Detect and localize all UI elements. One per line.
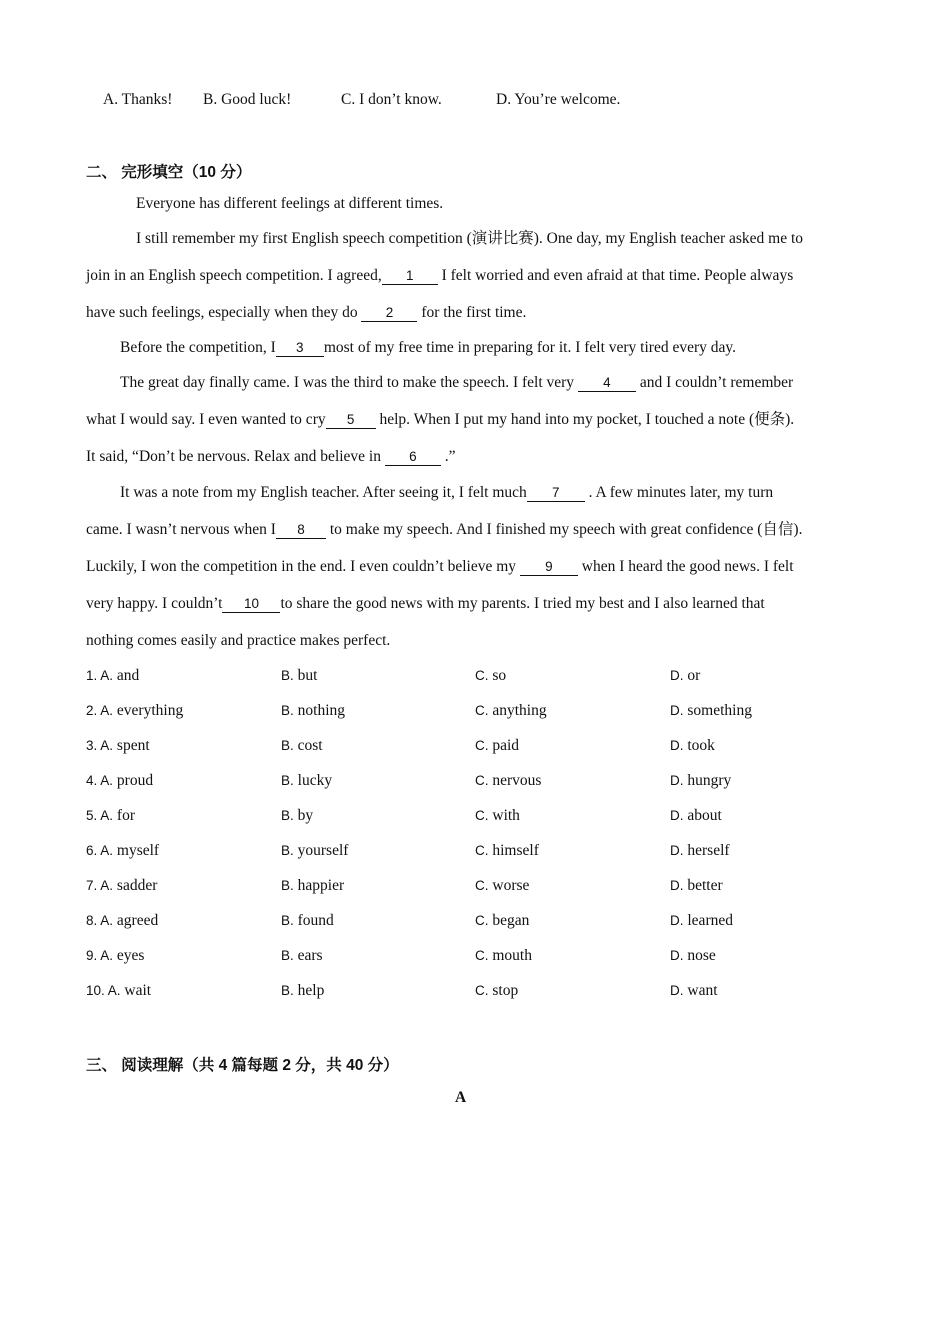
option-letter: B. <box>281 703 294 718</box>
passage-a-label: A <box>455 1089 467 1106</box>
option-text: hungry <box>687 772 732 789</box>
option-letter: C. <box>475 843 489 858</box>
option-letter: B. <box>281 948 294 963</box>
option-letter: B. <box>281 668 294 683</box>
blank-10: 10 <box>222 596 280 613</box>
question-2-option-c <box>475 702 547 720</box>
passage-para-4-line-1: The great day finally came. I was the third to make the speech. I felt very 4 and I couldn’t remember <box>120 374 794 391</box>
passage-para-2-line-3: have such feelings, especially when they do 2 for the first time. <box>86 304 527 321</box>
question-1-option-d <box>670 667 700 685</box>
option-text: nose <box>687 947 716 964</box>
section2-heading: 二、 完形填空（10 分） <box>86 164 252 181</box>
option-text: lucky <box>297 772 333 789</box>
option-text: took <box>687 737 715 754</box>
option-letter: C. <box>475 913 489 928</box>
question-7-option-c <box>475 877 529 895</box>
option-letter: 9. A. <box>86 948 114 963</box>
question-2-option-b <box>281 702 345 720</box>
option-letter: C. <box>475 738 489 753</box>
option-text: everything <box>116 702 184 719</box>
prev-option-b: B. Good luck! <box>203 91 292 108</box>
question-4-option-c <box>475 772 541 790</box>
passage-para-5-line-4: very happy. I couldn’t 10 to share the good news with my parents. I tried my best and I also learned that <box>86 595 765 612</box>
option-letter: B. <box>281 808 294 823</box>
option-letter: D. <box>670 738 684 753</box>
option-letter: C. <box>475 773 489 788</box>
option-letter: B. <box>281 913 294 928</box>
question-5-option-c <box>475 807 520 825</box>
question-8-option-b <box>281 912 334 930</box>
option-letter: C. <box>475 808 489 823</box>
option-letter: D. <box>670 878 684 893</box>
option-text: sadder <box>116 877 158 894</box>
option-text: eyes <box>116 947 145 964</box>
option-text: wait <box>124 982 152 999</box>
option-text: herself <box>687 842 730 859</box>
prev-option-c: C. I don’t know. <box>341 91 442 108</box>
option-letter: C. <box>475 668 489 683</box>
blank-4: 4 <box>578 375 636 392</box>
option-letter: D. <box>670 773 684 788</box>
option-text: stop <box>492 982 519 999</box>
option-text: with <box>492 807 520 824</box>
passage-para-1: Everyone has different feelings at different times. <box>136 195 444 212</box>
option-text: yourself <box>297 842 349 859</box>
option-text: nothing <box>297 702 346 719</box>
option-text: found <box>297 912 334 929</box>
question-5-option-b <box>281 807 313 825</box>
question-9-option-d <box>670 947 716 965</box>
blank-3: 3 <box>276 340 324 357</box>
option-letter: B. <box>281 983 294 998</box>
option-letter: 3. A. <box>86 738 114 753</box>
option-text: help <box>297 982 325 999</box>
option-letter: 1. A. <box>86 668 114 683</box>
question-7-option-d <box>670 877 723 895</box>
option-text: for <box>116 807 135 824</box>
question-5-option-a <box>86 807 135 825</box>
passage-para-2-line-2: join in an English speech competition. I agreed, 1 I felt worried and even afraid at that time. People always <box>86 267 794 284</box>
question-4-option-d <box>670 772 731 790</box>
option-letter: C. <box>475 983 489 998</box>
option-letter: D. <box>670 703 684 718</box>
option-letter: D. <box>670 808 684 823</box>
option-text: by <box>297 807 314 824</box>
question-9-option-c <box>475 947 532 965</box>
option-letter: D. <box>670 668 684 683</box>
question-6-option-a <box>86 842 159 860</box>
question-1-option-c <box>475 667 506 685</box>
option-text: something <box>687 702 752 719</box>
passage-para-5-line-5: nothing comes easily and practice makes perfect. <box>86 632 391 649</box>
question-8-option-d <box>670 912 733 930</box>
question-10-option-b <box>281 982 324 1000</box>
question-10-option-d <box>670 982 718 1000</box>
option-letter: B. <box>281 738 294 753</box>
question-1-option-a <box>86 667 139 685</box>
blank-5: 5 <box>326 412 376 429</box>
option-letter: D. <box>670 843 684 858</box>
option-letter: B. <box>281 843 294 858</box>
blank-9: 9 <box>520 559 578 576</box>
option-letter: B. <box>281 878 294 893</box>
option-letter: 8. A. <box>86 913 114 928</box>
prev-option-d: D. You’re welcome. <box>496 91 621 108</box>
option-text: himself <box>492 842 539 859</box>
blank-7: 7 <box>527 485 585 502</box>
blank-6: 6 <box>385 449 441 466</box>
question-10-option-c <box>475 982 518 1000</box>
blank-2: 2 <box>361 305 417 322</box>
option-letter: 6. A. <box>86 843 114 858</box>
option-letter: 2. A. <box>86 703 114 718</box>
cloze-passage <box>86 185 866 659</box>
question-9-option-a <box>86 947 144 965</box>
option-letter: 10. A. <box>86 983 121 998</box>
option-text: began <box>492 912 530 929</box>
question-5-option-d <box>670 807 722 825</box>
option-text: anything <box>492 702 547 719</box>
option-letter: C. <box>475 703 489 718</box>
option-text: spent <box>116 737 150 754</box>
question-3-option-c <box>475 737 519 755</box>
question-6-option-b <box>281 842 348 860</box>
option-text: happier <box>297 877 345 894</box>
passage-para-4-line-2: what I would say. I even wanted to cry 5 help. When I put my hand into my pocket, I touched a note (便条). <box>86 411 795 428</box>
option-text: cost <box>297 737 323 754</box>
option-text: learned <box>687 912 733 929</box>
question-4-option-a <box>86 772 153 790</box>
question-3-option-b <box>281 737 323 755</box>
option-letter: 4. A. <box>86 773 114 788</box>
option-text: mouth <box>492 947 532 964</box>
question-7-option-a <box>86 877 157 895</box>
question-6-option-c <box>475 842 539 860</box>
option-text: or <box>687 667 701 684</box>
option-letter: D. <box>670 983 684 998</box>
option-text: about <box>687 807 722 824</box>
question-7-option-b <box>281 877 344 895</box>
option-text: and <box>116 667 140 684</box>
question-3-option-d <box>670 737 715 755</box>
blank-1: 1 <box>382 268 438 285</box>
passage-para-2-line-1: I still remember my first English speech competition (演讲比赛). One day, my English teacher asked me to <box>136 230 804 247</box>
question-3-option-a <box>86 737 150 755</box>
option-letter: D. <box>670 913 684 928</box>
option-text: but <box>297 667 318 684</box>
option-letter: 7. A. <box>86 878 114 893</box>
passage-para-4-line-3: It said, “Don’t be nervous. Relax and believe in 6 .” <box>86 448 456 465</box>
option-letter: D. <box>670 948 684 963</box>
passage-para-5-line-2: came. I wasn’t nervous when I 8 to make my speech. And I finished my speech with great confidence (自信). <box>86 521 803 538</box>
option-text: proud <box>116 772 154 789</box>
passage-para-5-line-3: Luckily, I won the competition in the end. I even couldn’t believe my 9 when I heard the good news. I felt <box>86 558 794 575</box>
option-text: myself <box>116 842 160 859</box>
passage-para-3: Before the competition, I 3 most of my free time in preparing for it. I felt very tired every day. <box>120 339 736 356</box>
question-4-option-b <box>281 772 332 790</box>
option-text: so <box>492 667 507 684</box>
question-2-option-d <box>670 702 752 720</box>
option-text: nervous <box>492 772 542 789</box>
section3-heading: 三、 阅读理解（共 4 篇每题 2 分，共 40 分） <box>86 1057 399 1074</box>
question-2-option-a <box>86 702 183 720</box>
question-9-option-b <box>281 947 323 965</box>
option-letter: B. <box>281 773 294 788</box>
option-text: agreed <box>116 912 159 929</box>
question-6-option-d <box>670 842 730 860</box>
option-letter: C. <box>475 878 489 893</box>
option-text: better <box>687 877 723 894</box>
option-text: worse <box>492 877 530 894</box>
option-text: ears <box>297 947 323 964</box>
question-8-option-a <box>86 912 158 930</box>
option-text: paid <box>492 737 520 754</box>
option-letter: 5. A. <box>86 808 114 823</box>
question-8-option-c <box>475 912 529 930</box>
blank-8: 8 <box>276 522 326 539</box>
prev-option-a: A. Thanks! <box>103 91 173 108</box>
question-1-option-b <box>281 667 317 685</box>
passage-para-5-line-1: It was a note from my English teacher. After seeing it, I felt much 7 . A few minutes later, my turn <box>120 484 774 501</box>
question-10-option-a <box>86 982 151 1000</box>
option-text: want <box>687 982 718 999</box>
option-letter: C. <box>475 948 489 963</box>
